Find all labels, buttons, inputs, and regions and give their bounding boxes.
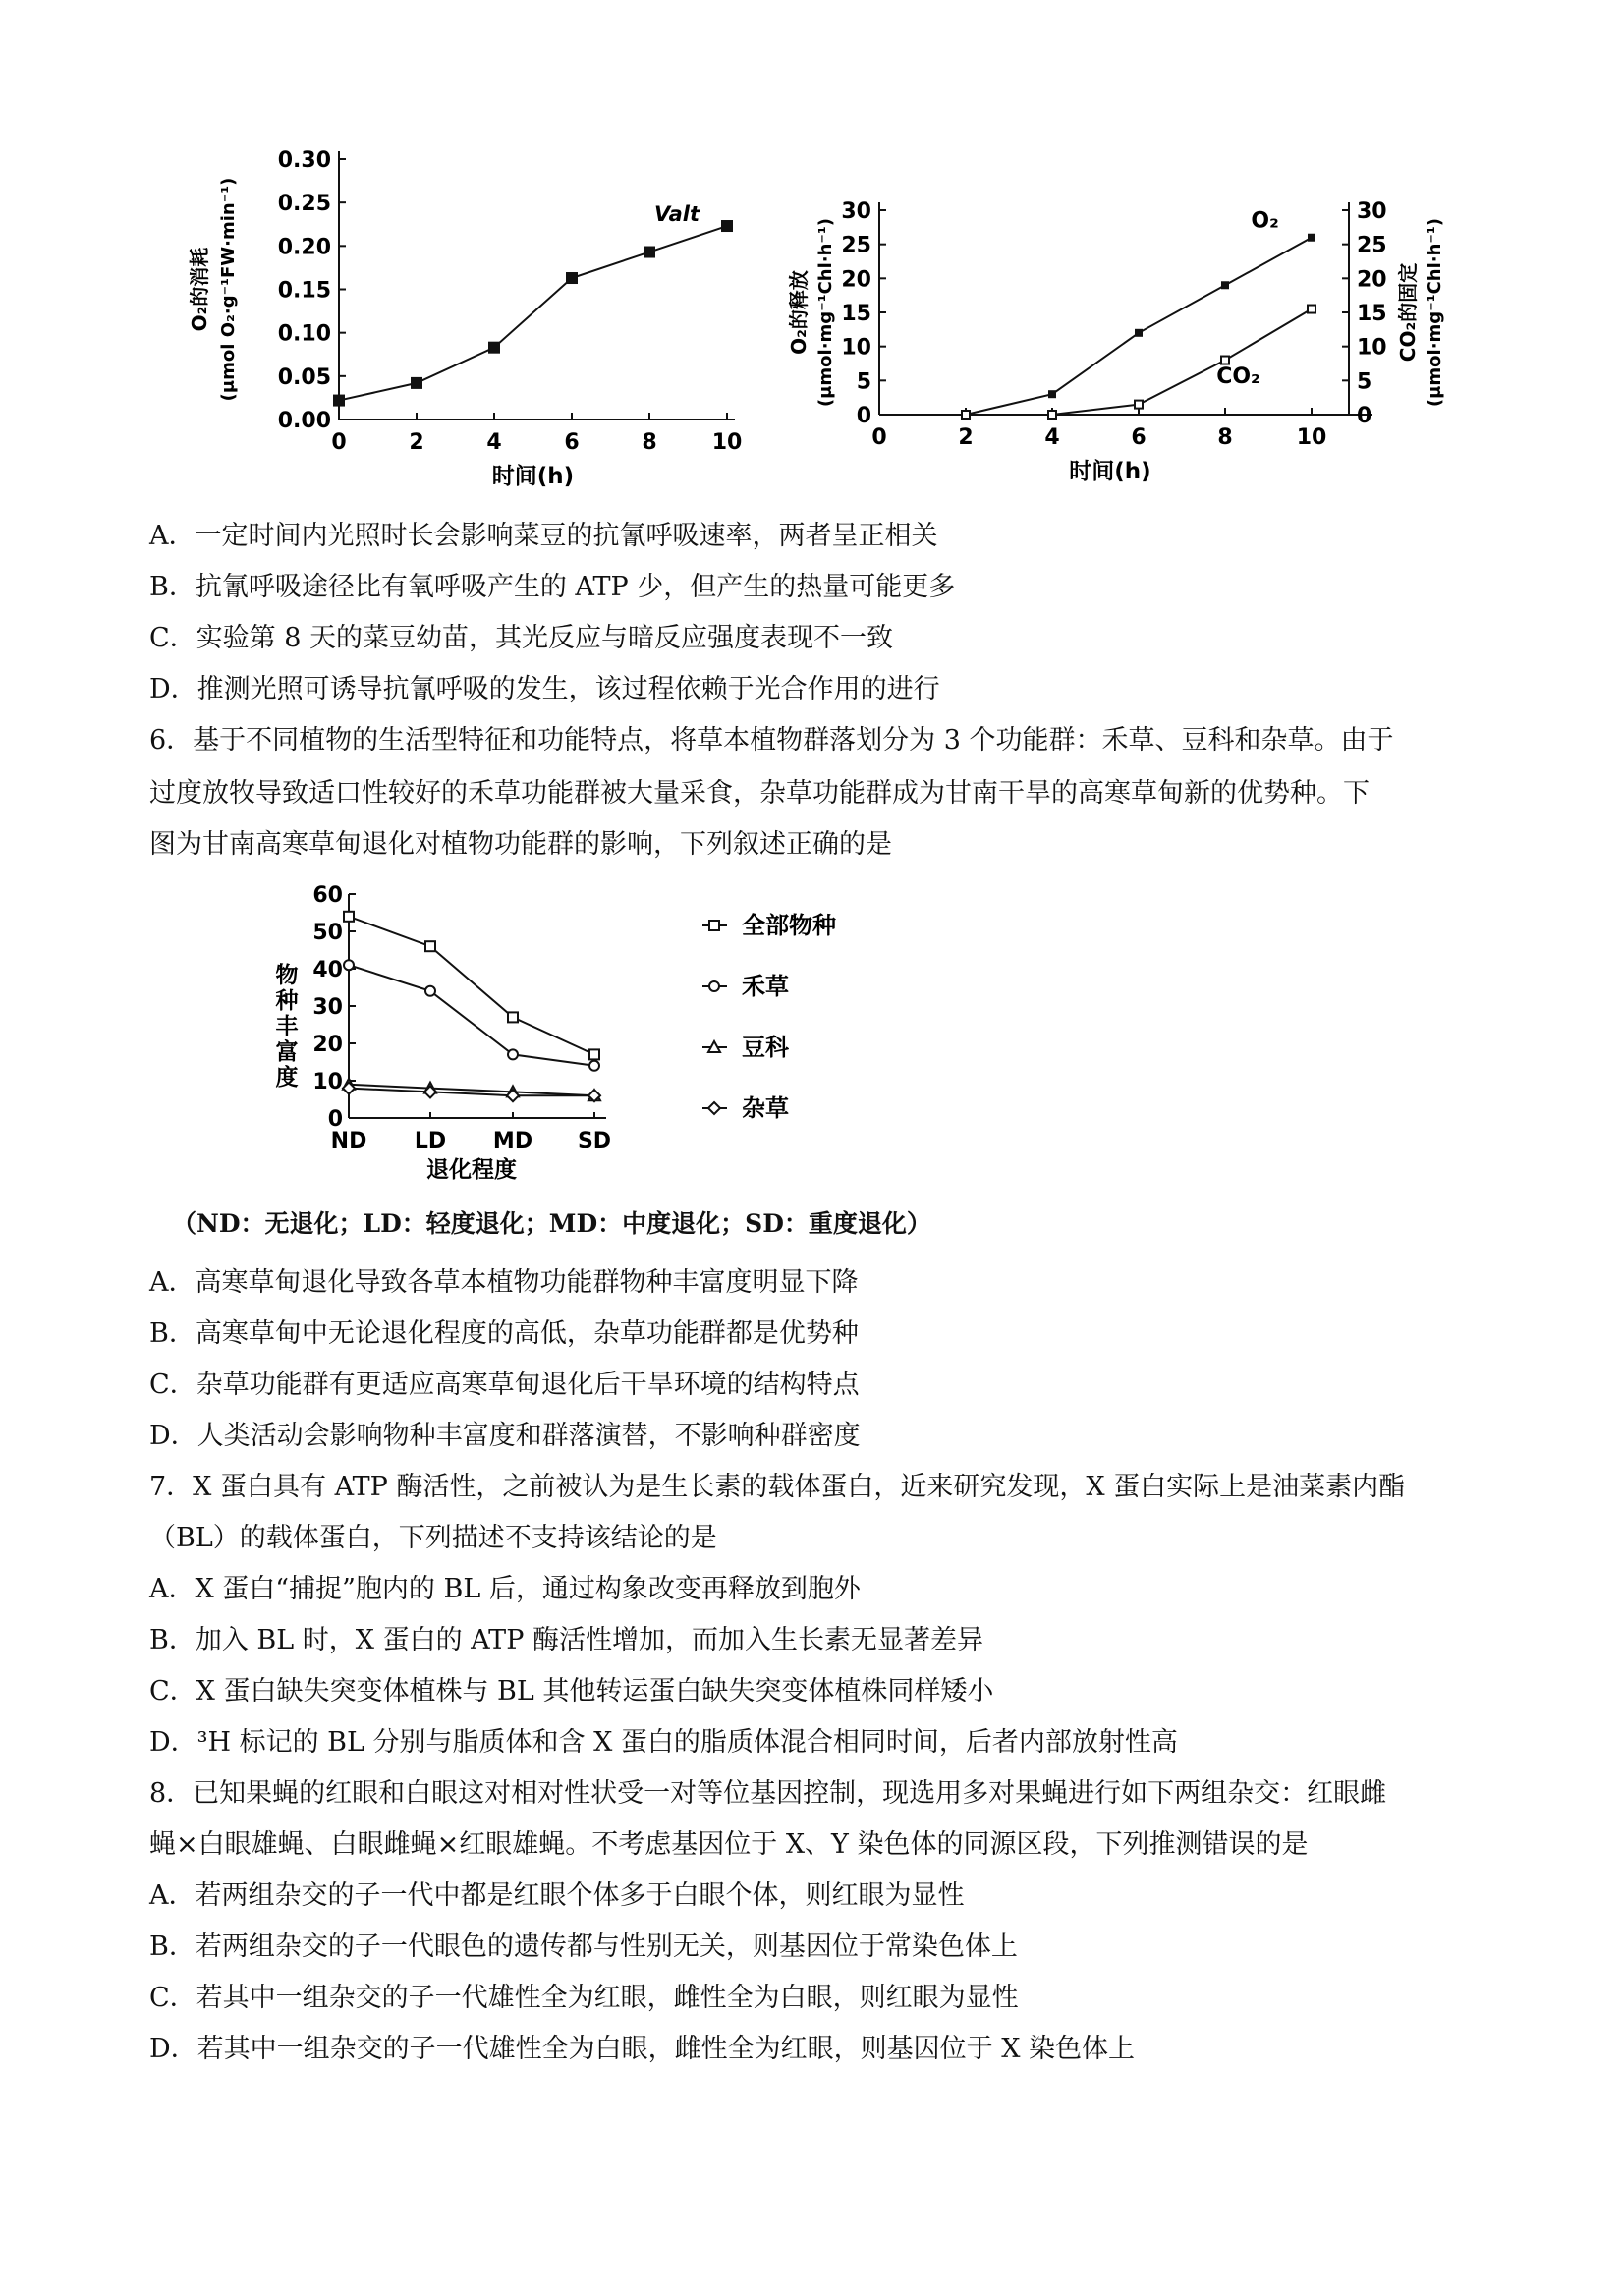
q8-stem-line-2: 蝇×白眼雄蝇、白眼雌蝇×红眼雄蝇。不考虑基因位于 X、Y 染色体的同源区段，下列推测错误的是 [149,1829,1309,1860]
q5-option-d: D．推测光照可诱导抗氰呼吸的发生，该过程依赖于光合作用的进行 [149,674,940,704]
x-axis-label: 时间(h) [1069,459,1151,484]
x-tick-label: 2 [409,430,424,455]
y-right-tick-label: 10 [1357,335,1387,361]
x-tick-label: LD [414,1129,447,1153]
y-tick-label: 0.25 [277,192,331,217]
q5-option-a: A．一定时间内光照时长会影响菜豆的抗氰呼吸速率，两者呈正相关 [149,521,938,551]
y-left-label-unit: (μmol·mg⁻¹Chl·h⁻¹) [815,217,836,408]
x-tick-label: 4 [1044,425,1060,450]
data-point [1048,411,1056,419]
q6-option-d: D．人类活动会影响物种丰富度和群落演替，不影响种群密度 [149,1421,861,1451]
legend-marker [709,981,719,991]
q8-option-d: D．若其中一组杂交的子一代雄性全为白眼，雌性全为红眼，则基因位于 X 染色体上 [149,2034,1136,2064]
x-tick-label: 10 [1296,425,1327,450]
x-tick-label: SD [577,1129,612,1153]
q6-stem-line-3: 图为甘南高寒草甸退化对植物功能群的影响，下列叙述正确的是 [149,829,892,860]
y-axis-label: 物种丰富度 [275,963,299,1091]
q6-stem-line-1: 6．基于不同植物的生活型特征和功能特点，将草本植物群落划分为 3 个功能群：禾草、豆科和杂草。由于 [149,725,1394,756]
q7-stem-line-1: 7．X 蛋白具有 ATP 酶活性，之前被认为是生长素的载体蛋白，近来研究发现，X 蛋白实际上是油菜素内酯 [149,1472,1406,1502]
data-point [488,342,500,354]
x-tick-label: ND [330,1129,367,1153]
data-point [508,1012,518,1022]
series-line-co2 [879,309,1312,415]
data-point [962,411,970,419]
y-tick-label: 0.30 [277,148,331,173]
x-tick-label: 8 [642,430,657,455]
y-right-tick-label: 25 [1357,233,1387,258]
data-point [1135,329,1143,337]
q6-option-b: B．高寒草甸中无论退化程度的高低，杂草功能群都是优势种 [149,1318,859,1349]
legend-label: 豆科 [742,1034,789,1061]
q7-option-d: D．³H 标记的 BL 分别与脂质体和含 X 蛋白的脂质体混合相同时间，后者内部放射性高 [149,1727,1178,1758]
x-axis-label: 时间(h) [491,464,575,489]
data-point [644,247,655,258]
y-tick-label: 50 [312,921,343,945]
y-left-tick-label: 25 [841,233,871,258]
y-axis-label-main: O₂的消耗 [188,247,211,332]
series-line [349,965,594,1066]
y-left-tick-label: 0 [856,404,871,428]
y-tick-label: 0.00 [277,409,331,433]
q6-option-a: A．高寒草甸退化导致各草本植物功能群物种丰富度明显下降 [149,1267,859,1298]
figure3-caption: （ND：无退化；LD：轻度退化；MD：中度退化；SD：重度退化） [172,1209,931,1238]
y-right-tick-label: 15 [1357,302,1387,326]
data-point [1221,281,1229,289]
y-left-tick-label: 10 [841,335,871,361]
series-label-co2: CO₂ [1216,364,1260,389]
legend-marker [708,1102,720,1114]
data-point [344,960,354,970]
figure-species-richness-chart [255,874,884,1199]
figure-oxygen-consumption-chart [187,138,776,501]
x-tick-label: 4 [486,430,502,455]
series-label-valt: Valt [654,202,700,227]
legend-label: 杂草 [742,1094,789,1122]
y-left-tick-label: 15 [841,302,871,326]
y-tick-label: 0 [327,1107,343,1132]
y-tick-label: 40 [312,958,343,982]
q7-option-c: C．X 蛋白缺失突变体植株与 BL 其他转运蛋白缺失突变体植株同样矮小 [149,1676,994,1707]
data-point [1308,306,1315,313]
q6-stem-line-2: 过度放牧导致适口性较好的禾草功能群被大量采食，杂草功能群成为甘南干旱的高寒草甸新的优势种。下 [149,778,1370,809]
legend-label: 禾草 [742,973,789,1000]
data-point [1308,234,1315,242]
data-point [425,986,435,996]
y-right-tick-label: 20 [1357,267,1387,293]
data-point [344,912,354,922]
data-point [589,1049,599,1059]
y-tick-label: 0.15 [277,278,331,304]
data-point [566,272,578,284]
series-label-o2: O₂ [1251,208,1279,234]
y-right-tick-label: 5 [1357,369,1372,395]
data-point [333,395,345,407]
y-axis-label-unit: (μmol O₂·g⁻¹FW·min⁻¹) [218,177,239,402]
x-axis-label: 退化程度 [426,1157,517,1183]
q6-option-c: C．杂草功能群有更适应高寒草甸退化后干旱环境的结构特点 [149,1370,860,1400]
y-tick-label: 0.10 [277,321,331,347]
q7-stem-line-2: （BL）的载体蛋白，下列描述不支持该结论的是 [149,1523,717,1553]
q5-option-c: C．实验第 8 天的菜豆幼苗，其光反应与暗反应强度表现不一致 [149,623,894,653]
q8-stem-line-1: 8．已知果蝇的红眼和白眼这对相对性状受一对等位基因控制，现选用多对果蝇进行如下两组杂交：红眼雌 [149,1778,1387,1809]
series-line-valt [339,226,727,401]
y-left-tick-label: 20 [841,267,871,293]
legend-label: 全部物种 [742,912,836,939]
y-left-tick-label: 5 [856,369,871,395]
series-line [349,917,594,1055]
q5-option-b: B．抗氰呼吸途径比有氧呼吸产生的 ATP 少，但产生的热量可能更多 [149,572,956,602]
y-tick-label: 30 [312,995,343,1020]
q8-option-a: A．若两组杂交的子一代中都是红眼个体多于白眼个体，则红眼为显性 [149,1880,965,1911]
x-tick-label: 2 [958,425,974,450]
data-point [589,1061,599,1071]
y-right-label-main: CO₂的固定 [1396,262,1420,363]
x-tick-label: 6 [1131,425,1147,450]
q7-option-b: B．加入 BL 时，X 蛋白的 ATP 酶活性增加，而加入生长素无显著差异 [149,1625,983,1655]
x-tick-label: 0 [871,425,887,450]
y-right-tick-label: 0 [1357,404,1372,428]
y-tick-label: 60 [312,883,343,908]
y-left-tick-label: 30 [841,199,871,224]
y-tick-label: 20 [312,1033,343,1057]
x-tick-label: 6 [564,430,580,455]
data-point [411,377,422,389]
q8-option-b: B．若两组杂交的子一代眼色的遗传都与性别无关，则基因位于常染色体上 [149,1932,1018,1962]
y-left-label-main: O₂的释放 [787,270,811,355]
legend-marker [709,921,719,930]
data-point [425,941,435,951]
x-tick-label: 8 [1217,425,1233,450]
y-tick-label: 10 [312,1070,343,1094]
data-point [1221,357,1229,364]
data-point [1048,390,1056,398]
y-right-tick-label: 30 [1357,199,1387,224]
x-tick-label: 0 [331,430,347,455]
figure-o2-release-co2-fixation-chart [786,177,1474,501]
y-tick-label: 0.05 [277,364,331,390]
q7-option-a: A．X 蛋白“捕捉”胞内的 BL 后，通过构象改变再释放到胞外 [149,1574,861,1604]
data-point [508,1049,518,1059]
q8-option-c: C．若其中一组杂交的子一代雄性全为红眼，雌性全为白眼，则红眼为显性 [149,1983,1019,2013]
data-point [721,220,733,232]
x-tick-label: 10 [711,430,743,455]
y-right-label-unit: (μmol·mg⁻¹Chl·h⁻¹) [1425,217,1445,408]
y-tick-label: 0.20 [277,235,331,260]
data-point [1135,401,1143,409]
x-tick-label: MD [492,1129,533,1153]
